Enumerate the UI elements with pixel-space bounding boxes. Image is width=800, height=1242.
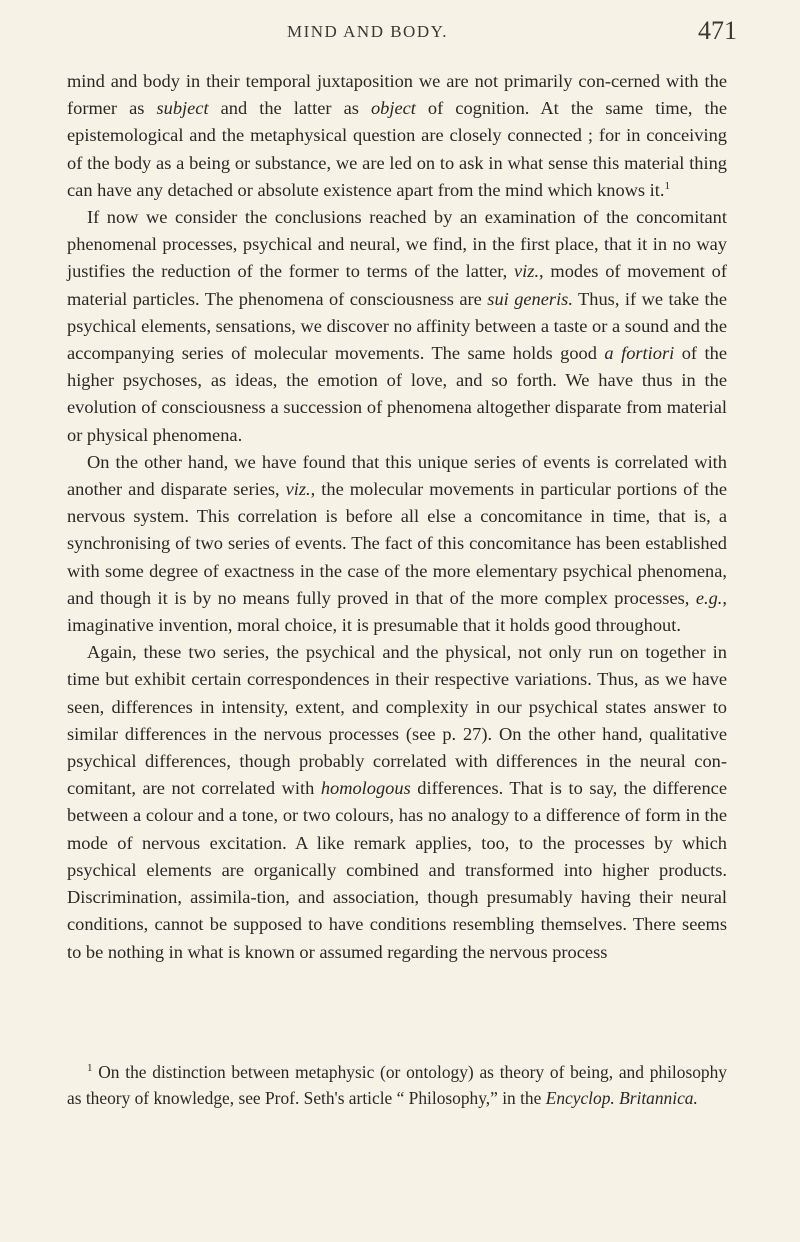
text-run: mind and body in their temporal juxtaposition we are not primarily con-cerned with the former as xyxy=(67,71,727,119)
footnote xyxy=(67,1060,727,1111)
italic-text: subject xyxy=(156,98,209,119)
italic-text: homologous xyxy=(320,778,411,799)
text-run: of the higher psychoses, as ideas, the emotion of love, and so forth. We have thus in the evolution of consciousness a succession of phenomena altogether disparate from material or physical phenomena. xyxy=(67,343,727,445)
italic-text: Encyclop. Britannica. xyxy=(545,1087,698,1108)
text-run: , the molecular movements in particular portions of the nervous system. This correlation is before all else a concomitance in time, that is, a synchronising of two series of events. The fact of this concomitance has been established with some degree of exactness in the case of the more elementary psychical phenomena, and though it is by no means fully proved in that of the more complex processes, xyxy=(67,479,727,608)
text-run: On the other hand, we have found that this unique series of events is correlated with another and disparate series, xyxy=(67,451,727,500)
paragraph xyxy=(67,449,727,639)
footnote-marker: 1 xyxy=(664,179,670,192)
text-run: Thus, if we take the psychical elements, sensations, we discover no affinity between a taste or a sound and the accompanying series of molecular movements. The same holds good xyxy=(67,288,728,364)
italic-text: e.g. xyxy=(695,587,723,608)
italic-text: viz. xyxy=(285,479,311,500)
text-run: If now we consider the conclusions reached by an examination of the concomitant phenomenal processes, psychical and neural, we find, in the first place, that it in no way justifies the reduction of the former to terms of the latter, xyxy=(67,207,727,282)
body-text xyxy=(67,68,727,966)
running-head xyxy=(0,14,800,54)
paragraph xyxy=(67,639,727,965)
italic-text: a fortiori xyxy=(604,343,675,364)
italic-text: sui generis. xyxy=(487,288,573,309)
text-run: On the distinction between metaphysic (or ontology) as theory of being, and philosophy as theory of knowledge, see Prof. Seth's article “ Philosophy,” in the xyxy=(67,1062,727,1108)
text-run: , imaginative invention, moral choice, it is presumable that it holds good throughout. xyxy=(67,587,727,636)
italic-text: viz. xyxy=(514,261,540,282)
text-run: of cognition. At the same time, the epistemological and the metaphysical question are closely connected ; for in conceiving of the body as a being or substance, we are led on to ask in what sense this material thing can have any detached or absolute existence apart from the mind which knows it. xyxy=(67,98,727,200)
italic-text: object xyxy=(370,98,416,119)
running-title: MIND AND BODY. xyxy=(287,22,448,41)
paragraph xyxy=(67,204,727,449)
page-number: 471 xyxy=(698,16,737,45)
text-run: differences. That is to say, the difference between a colour and a tone, or two colours, has no analogy to a difference of form in the mode of nervous excitation. A like remark applies, too, to the processes by which psychical elements are organically combined and transformed into higher products. Discrimination, assimila-tion, and association, though presumably having their neural conditions, cannot be supposed to have conditions resembling themselves. There seems to be nothing in what is known or assumed regarding the nervous process xyxy=(67,778,727,962)
text-run: and the latter as xyxy=(208,98,371,119)
footnote-marker: 1 xyxy=(87,1062,93,1075)
text-run: Again, these two series, the psychical and the physical, not only run on together in time but exhibit certain correspondences in their respective variations. Thus, as we have seen, differences in intensity, extent, and complexity in our psychical states answer to similar differences in the nervous processes (see p. 27). On the other hand, qualitative psychical differences, though probably correlated with differences in the neural con-comitant, are not correlated with xyxy=(67,642,727,799)
text-run: , modes of movement of material particles. The phenomena of consciousness are xyxy=(67,261,727,309)
footnote-text xyxy=(67,1060,727,1111)
paragraph xyxy=(67,68,727,204)
